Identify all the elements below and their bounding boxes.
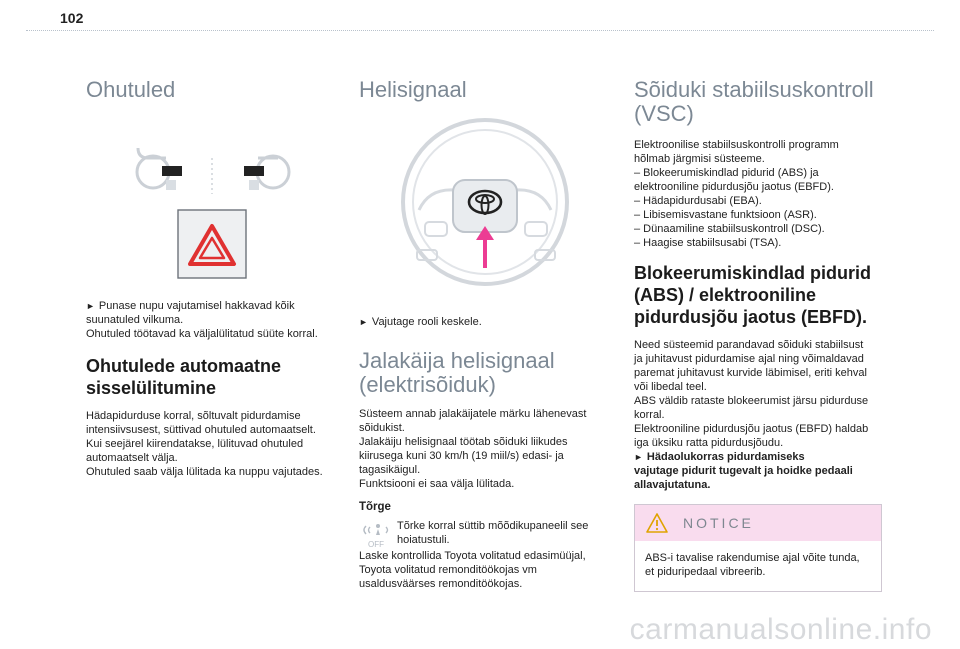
text-line: kiirusega kuni 30 km/h (19 miil/s) edasi- ja — [359, 450, 564, 462]
heading-line: (elektrisõiduk) — [359, 372, 496, 397]
text-line: allavajutatuna. — [634, 479, 711, 491]
heading-line: (ABS) / elektrooniline — [634, 285, 817, 305]
horn-text — [359, 315, 613, 329]
heading-pedestrian-horn — [359, 349, 613, 397]
steering-wheel-illustration — [359, 118, 613, 290]
page-number: 102 — [60, 10, 84, 26]
text-line: intensiivsusest, süttivad ohutuled automaatselt. — [86, 424, 316, 436]
column-horn — [359, 78, 613, 591]
text-line: Kui seejärel kiirendatakse, lülituvad ohutuled — [86, 438, 304, 450]
notice-title: NOTICE — [683, 515, 754, 531]
heading-line: pidurdusjõu jaotus (EBFD). — [634, 307, 867, 327]
text-line: tagasikäigul. — [359, 464, 421, 476]
notice-header — [635, 505, 881, 541]
text-line: paremat juhitavust kurvide läbimisel, eriti kehval — [634, 367, 867, 379]
steering-wheel-right-icon — [244, 156, 289, 190]
text-line: Hädaolukorras pidurdamiseks — [646, 451, 805, 463]
text-line: Jalakäiju helisignaal töötab sõiduki liikudes — [359, 436, 568, 448]
notice-box — [634, 504, 882, 592]
hazard-warning-button-icon — [178, 210, 246, 278]
vsc-system-list — [634, 166, 880, 250]
fault-text — [397, 519, 588, 547]
text-line: hoiatustuli. — [397, 534, 450, 546]
list-item: – Blokeerumiskindlad pidurid (ABS) ja — [634, 167, 819, 179]
section-title-vsc — [634, 78, 880, 126]
heading-line: Jalakäija helisignaal — [359, 348, 555, 373]
text-line: sõidukist. — [359, 422, 405, 434]
text-line: hõlmab järgmisi süsteeme. — [634, 153, 765, 165]
text-line: Ohutuled saab välja lülitada ka nuppu vajutades. — [86, 466, 323, 478]
heading-line: Ohutulede automaatne — [86, 356, 282, 376]
list-item: – Dünaamiline stabiilsuskontroll (DSC). — [634, 223, 825, 235]
heading-line: Sõiduki stabiilsuskontroll — [634, 77, 874, 102]
text-line: ABS-i tavalise rakendumise ajal võite tunda, — [645, 552, 860, 564]
auto-hazard-text — [86, 409, 348, 479]
text-line: vajutage pidurit tugevalt ja hoidke pedaali — [634, 465, 853, 477]
text-line: Laske kontrollida Toyota volitatud edasimüüjal, — [359, 550, 586, 562]
list-item: – Libisemisvastane funktsioon (ASR). — [634, 209, 817, 221]
heading-line: sisselülitumine — [86, 378, 217, 398]
header-rule — [26, 30, 934, 31]
heading-line: Blokeerumiskindlad pidurid — [634, 263, 872, 283]
pedestrian-horn-off-warning-icon — [359, 519, 393, 549]
fault-row — [359, 519, 613, 549]
section-title-horn: Helisignaal — [359, 77, 467, 102]
text-line: või libedal teel. — [634, 381, 707, 393]
text-line: Süsteem annab jalakäijatele märku lähenevast — [359, 408, 587, 420]
hazard-text — [86, 299, 348, 341]
text-line: Elektrooniline pidurdusjõu jaotus (EBFD) haldab — [634, 423, 869, 435]
bullet-arrow-icon: ► — [359, 317, 368, 327]
text-line: iga üksiku ratta pidurdusjõudu. — [634, 437, 784, 449]
bullet-arrow-icon: ► — [634, 452, 643, 462]
hazard-text-line: suunatuled vilkuma. — [86, 314, 184, 326]
heading-abs-ebfd — [634, 262, 880, 328]
column-stability-control — [634, 78, 880, 592]
text-line: ABS väldib rataste blokeerumist järsu pidurduse — [634, 395, 869, 407]
steering-wheel-left-icon — [137, 148, 182, 190]
off-label: OFF — [368, 540, 384, 549]
text-line: ja juhitavust pidurdamise ajal ning võimaldavad — [634, 353, 864, 365]
pedestrian-horn-text — [359, 407, 613, 491]
text-line: korral. — [634, 409, 665, 421]
text-line: Need süsteemid parandavad sõiduki stabiilsust — [634, 339, 864, 351]
list-item: – Hädapidurdusabi (EBA). — [634, 195, 762, 207]
heading-auto-hazard — [86, 355, 348, 399]
text-line: Vajutage rooli keskele. — [371, 316, 482, 328]
hazard-lights-illustration — [86, 114, 348, 292]
bullet-arrow-icon: ► — [86, 301, 95, 311]
text-line: Hädapidurduse korral, sõltuvalt pidurdamise — [86, 410, 301, 422]
abs-body-text — [634, 338, 880, 450]
fault-contact-text — [359, 549, 613, 591]
text-line: Toyota volitatud remonditöökojas vm — [359, 564, 537, 576]
warning-triangle-icon — [645, 512, 669, 534]
horn-pad-icon — [453, 180, 517, 232]
watermark: carmanualsonline.info — [629, 613, 932, 646]
vsc-intro — [634, 138, 880, 166]
fault-heading: Tõrge — [359, 501, 391, 513]
column-hazard-lights — [86, 78, 348, 479]
text-line: Funktsiooni ei saa välja lülitada. — [359, 478, 515, 490]
section-title-hazard-lights: Ohutuled — [86, 77, 176, 102]
notice-body — [635, 541, 881, 591]
text-line: usaldusväärses remonditöökojas. — [359, 578, 523, 590]
text-line: et piduripedaal vibreerib. — [645, 566, 766, 578]
text-line: Tõrke korral süttib mõõdikupaneelil see — [397, 520, 589, 532]
hazard-text-line: Ohutuled töötavad ka väljalülitatud süüte korral. — [86, 328, 318, 340]
text-line: automaatselt välja. — [86, 452, 178, 464]
emergency-braking-instruction — [634, 450, 880, 492]
list-item: elektrooniline pidurdusjõu jaotus (EBFD). — [634, 181, 834, 193]
hazard-text-line: Punase nupu vajutamisel hakkavad kõik — [98, 300, 295, 312]
heading-line: (VSC) — [634, 101, 694, 126]
text-line: Elektroonilise stabiilsuskontrolli programm — [634, 139, 839, 151]
list-item: – Haagise stabiilsusabi (TSA). — [634, 237, 782, 249]
